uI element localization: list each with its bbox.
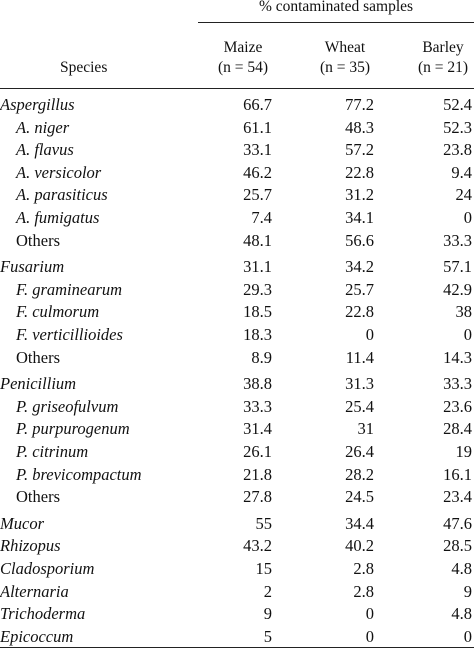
species-name: A. fumigatus: [16, 208, 100, 227]
barley-value: 28.5: [443, 536, 472, 556]
barley-value: 42.9: [443, 279, 472, 299]
wheat-value: 22.8: [345, 162, 374, 182]
maize-value: 55: [255, 513, 272, 533]
maize-value: 25.7: [243, 185, 272, 205]
barley-value: 9: [463, 581, 472, 601]
barley-value: 4.8: [451, 559, 472, 578]
wheat-value: 48.3: [345, 117, 374, 137]
table-row: [0, 117, 474, 140]
species-name: Others: [16, 487, 60, 507]
maize-value: 8.9: [251, 347, 272, 367]
species-name: Fusarium: [0, 257, 65, 277]
barley-value: 0: [463, 626, 472, 646]
species-name: Alternaria: [0, 581, 69, 601]
table-row: [0, 256, 474, 279]
column-header-barley-n: (n = 21): [417, 59, 469, 76]
maize-value: 31.4: [243, 419, 272, 439]
species-name: Aspergillus: [0, 95, 75, 114]
header-rule: [0, 88, 474, 89]
wheat-value: 31: [357, 419, 374, 439]
column-header-species: Species: [60, 59, 108, 76]
species-name: Rhizopus: [0, 536, 61, 556]
species-name: F. culmorum: [16, 302, 100, 322]
table-row: [0, 396, 474, 419]
column-group-header: % contaminated samples: [258, 0, 414, 15]
maize-value: 27.8: [243, 487, 272, 507]
species-name: Mucor: [0, 513, 44, 533]
table-row: [0, 373, 474, 396]
wheat-value: 34.1: [345, 208, 374, 227]
species-name: Trichoderma: [0, 604, 86, 624]
barley-value: 33.3: [443, 230, 472, 250]
barley-value: 23.4: [443, 487, 472, 507]
species-name: A. versicolor: [16, 162, 102, 182]
barley-value: 19: [455, 442, 472, 461]
maize-value: 21.8: [243, 464, 272, 484]
wheat-value: 34.4: [345, 513, 374, 533]
maize-value: 2: [263, 581, 272, 601]
table-row: [0, 230, 474, 253]
species-name: Others: [16, 230, 60, 250]
barley-value: 24: [455, 185, 472, 205]
table-row: [0, 486, 474, 509]
table-row: [0, 94, 474, 117]
table-row: [0, 441, 474, 464]
species-name: P. griseofulvum: [16, 396, 119, 416]
wheat-value: 56.6: [345, 230, 374, 250]
maize-value: 38.8: [243, 374, 272, 394]
table-row: [0, 162, 474, 185]
wheat-value: 0: [365, 325, 374, 344]
wheat-value: 26.4: [345, 442, 374, 461]
maize-value: 26.1: [243, 442, 272, 461]
species-name: P. brevicompactum: [16, 464, 142, 484]
table-row: [0, 207, 474, 230]
maize-value: 18.3: [243, 325, 272, 344]
wheat-value: 34.2: [345, 257, 374, 277]
table-row: [0, 279, 474, 302]
table-row: [0, 324, 474, 347]
species-name: A. parasiticus: [16, 185, 108, 205]
species-name: A. flavus: [16, 140, 74, 160]
maize-value: 33.3: [243, 396, 272, 416]
species-name: Epicoccum: [0, 626, 74, 646]
wheat-value: 40.2: [345, 536, 374, 556]
wheat-value: 25.4: [345, 396, 374, 416]
wheat-value: 28.2: [345, 464, 374, 484]
maize-value: 15: [255, 559, 272, 578]
wheat-value: 24.5: [345, 487, 374, 507]
wheat-value: 77.2: [345, 95, 374, 114]
barley-value: 38: [455, 302, 472, 322]
wheat-value: 2.8: [353, 581, 374, 601]
column-header-barley: Barley: [422, 39, 464, 56]
maize-value: 9: [263, 604, 272, 624]
barley-value: 0: [463, 208, 472, 227]
barley-value: 0: [463, 325, 472, 344]
barley-value: 52.3: [443, 117, 472, 137]
maize-value: 18.5: [243, 302, 272, 322]
table-row: [0, 535, 474, 558]
table-row: [0, 603, 474, 626]
wheat-value: 31.2: [345, 185, 374, 205]
species-name: Others: [16, 347, 60, 367]
barley-value: 23.8: [443, 140, 472, 160]
species-name: Penicillium: [0, 374, 77, 394]
column-header-maize: Maize: [223, 39, 263, 56]
species-name: F. graminearum: [16, 279, 123, 299]
species-name: Cladosporium: [0, 559, 95, 578]
table-row: [0, 184, 474, 207]
barley-value: 47.6: [443, 513, 472, 533]
table-row: [0, 139, 474, 162]
table-row: [0, 513, 474, 536]
wheat-value: 22.8: [345, 302, 374, 322]
table-row: [0, 464, 474, 487]
wheat-value: 25.7: [345, 279, 374, 299]
maize-value: 29.3: [243, 279, 272, 299]
barley-value: 23.6: [443, 396, 472, 416]
wheat-value: 2.8: [353, 559, 374, 578]
maize-value: 61.1: [243, 117, 272, 137]
table-row: [0, 301, 474, 324]
table-row: [0, 626, 474, 648]
table-row: [0, 581, 474, 604]
barley-value: 57.1: [443, 257, 472, 277]
species-name: P. citrinum: [16, 442, 89, 461]
barley-value: 16.1: [443, 464, 472, 484]
wheat-value: 0: [365, 604, 374, 624]
barley-value: 33.3: [443, 374, 472, 394]
barley-value: 9.4: [451, 162, 472, 182]
column-header-wheat: Wheat: [324, 39, 366, 56]
maize-value: 31.1: [243, 257, 272, 277]
table-row: [0, 347, 474, 370]
maize-value: 33.1: [243, 140, 272, 160]
wheat-value: 0: [365, 626, 374, 646]
table-row: [0, 418, 474, 441]
species-name: F. verticillioides: [16, 325, 123, 344]
wheat-value: 11.4: [345, 347, 374, 367]
maize-value: 48.1: [243, 230, 272, 250]
maize-value: 5: [263, 626, 272, 646]
barley-value: 4.8: [451, 604, 472, 624]
maize-value: 66.7: [243, 95, 272, 114]
column-header-maize-n: (n = 54): [217, 59, 269, 76]
group-rule: [198, 22, 474, 23]
species-name: A. niger: [16, 117, 70, 137]
barley-value: 14.3: [443, 347, 472, 367]
barley-value: 52.4: [443, 95, 472, 114]
barley-value: 28.4: [443, 419, 472, 439]
wheat-value: 57.2: [345, 140, 374, 160]
table-row: [0, 558, 474, 581]
maize-value: 46.2: [243, 162, 272, 182]
column-header-wheat-n: (n = 35): [319, 59, 371, 76]
wheat-value: 31.3: [345, 374, 374, 394]
species-name: P. purpurogenum: [16, 419, 130, 439]
maize-value: 7.4: [251, 208, 272, 227]
maize-value: 43.2: [243, 536, 272, 556]
